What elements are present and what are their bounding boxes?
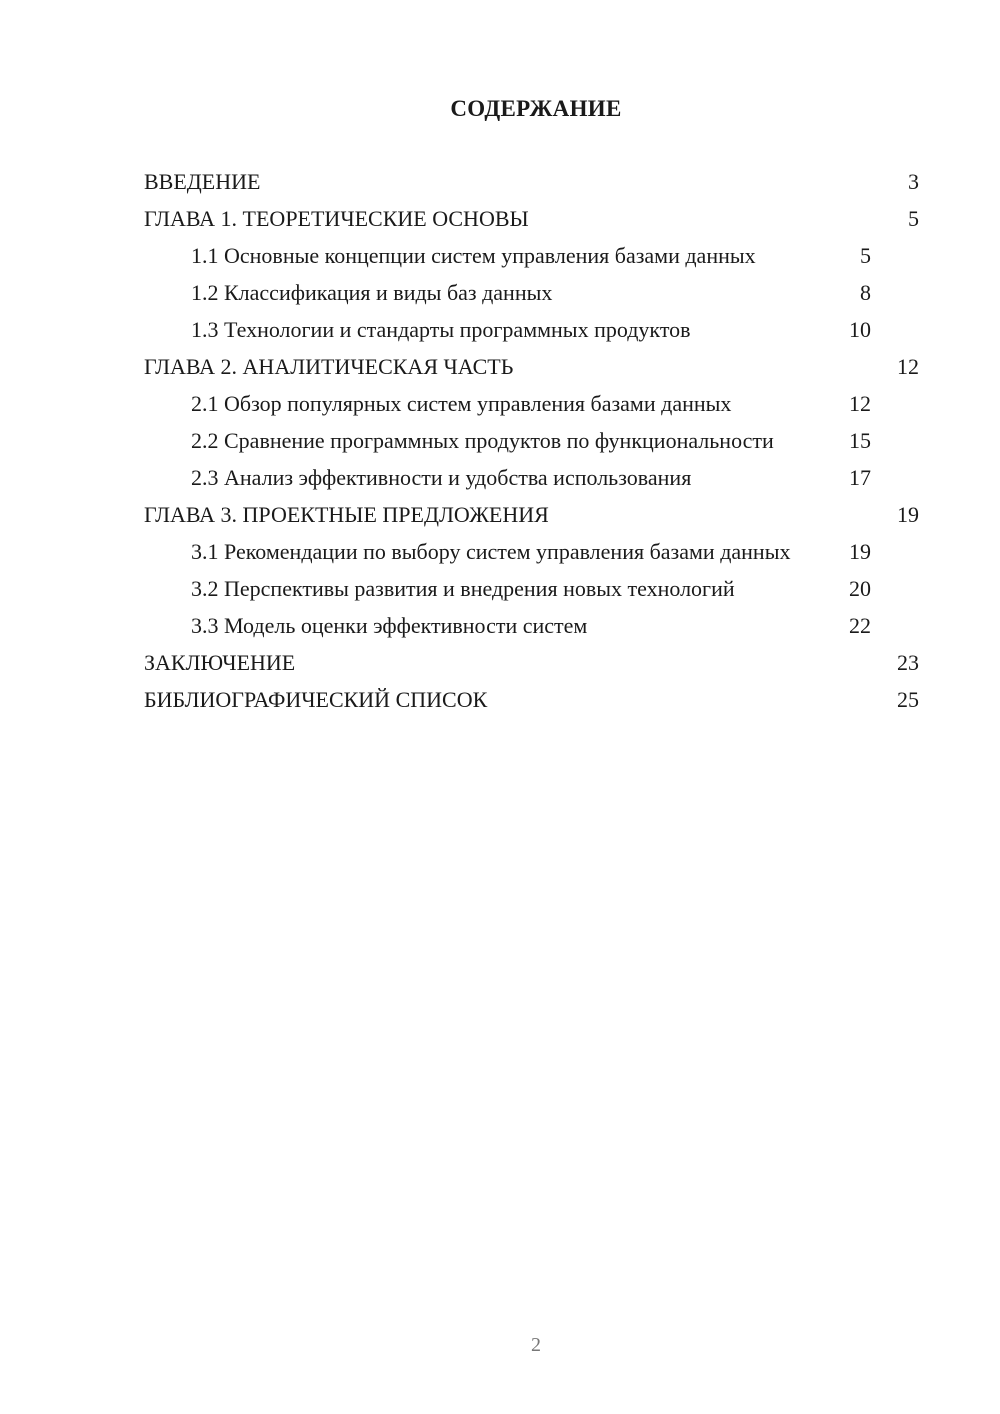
toc-entry-label: 3.2 Перспективы развития и внедрения новых технологий	[191, 576, 735, 601]
toc-entry-label: 2.2 Сравнение программных продуктов по функциональности	[191, 428, 774, 453]
toc-entry	[144, 649, 919, 676]
toc-subentry	[144, 279, 919, 306]
toc-entry-label: 3.3 Модель оценки эффективности систем	[191, 613, 588, 638]
page-title: СОДЕРЖАНИЕ	[450, 96, 622, 121]
toc-entry-page: 5	[908, 206, 919, 231]
toc-entry-page: 3	[908, 169, 919, 194]
toc-entry-page: 19	[897, 502, 919, 527]
toc-entry-page: 10	[849, 317, 871, 342]
toc-entry-label: ЗАКЛЮЧЕНИЕ	[144, 650, 296, 675]
toc-entry-page: 22	[849, 613, 871, 638]
toc-entry-label: 1.2 Классификация и виды баз данных	[191, 280, 553, 305]
toc-entry	[144, 205, 919, 232]
toc-entry-label: 1.3 Технологии и стандарты программных продуктов	[191, 317, 691, 342]
toc-subentry	[144, 242, 919, 269]
toc-entry-page: 15	[849, 428, 871, 453]
toc-subentry	[144, 427, 919, 454]
toc-entry	[144, 501, 919, 528]
toc-entry-page: 12	[897, 354, 919, 379]
toc-entry-label: 3.1 Рекомендации по выбору систем управления базами данных	[191, 539, 791, 564]
toc-entry	[144, 353, 919, 380]
toc-entry-label: ГЛАВА 1. ТЕОРЕТИЧЕСКИЕ ОСНОВЫ	[144, 206, 529, 231]
toc-entry-label: БИБЛИОГРАФИЧЕСКИЙ СПИСОК	[144, 687, 488, 712]
toc-entry-label: ГЛАВА 3. ПРОЕКТНЫЕ ПРЕДЛОЖЕНИЯ	[144, 502, 549, 527]
toc-entry-page: 19	[849, 539, 871, 564]
toc-subentry	[144, 390, 919, 417]
toc-entry	[144, 168, 919, 195]
toc-entry-page: 12	[849, 391, 871, 416]
toc-subentry	[144, 464, 919, 491]
toc-entry-page: 25	[897, 687, 919, 712]
toc-entry-page: 23	[897, 650, 919, 675]
toc-entry-label: 1.1 Основные концепции систем управления базами данных	[191, 243, 756, 268]
toc-entry	[144, 686, 919, 713]
toc-entry-label: ГЛАВА 2. АНАЛИТИЧЕСКАЯ ЧАСТЬ	[144, 354, 514, 379]
toc-entry-label: 2.1 Обзор популярных систем управления базами данных	[191, 391, 732, 416]
toc-subentry	[144, 612, 919, 639]
toc-entry-page: 5	[860, 243, 871, 268]
toc-entry-page: 17	[849, 465, 871, 490]
toc-entry-page: 20	[849, 576, 871, 601]
toc-entry-label: ВВЕДЕНИЕ	[144, 169, 261, 194]
page-number: 2	[531, 1334, 541, 1356]
toc-entry-label: 2.3 Анализ эффективности и удобства использования	[191, 465, 692, 490]
toc-subentry	[144, 538, 919, 565]
toc-subentry	[144, 316, 919, 343]
table-of-contents	[144, 168, 919, 723]
toc-entry-page: 8	[860, 280, 871, 305]
toc-subentry	[144, 575, 919, 602]
